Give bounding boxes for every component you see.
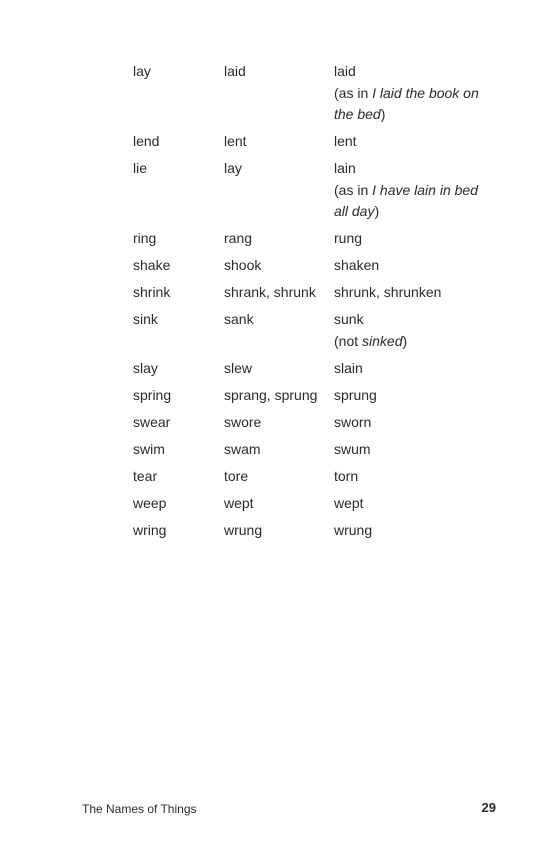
- present-tense: lay: [133, 63, 151, 79]
- past-participle: sunk: [334, 311, 364, 327]
- usage-note-example: sinked: [362, 332, 403, 349]
- verb-row: [133, 309, 503, 352]
- usage-note-prefix: (as in: [334, 181, 373, 198]
- present-tense: swim: [133, 440, 165, 457]
- past-participle: torn: [334, 467, 359, 484]
- verb-row: [133, 358, 503, 380]
- past-tense: lent: [224, 133, 247, 149]
- usage-note-prefix: (not: [334, 332, 363, 349]
- past-tense: shrank, shrunk: [224, 284, 316, 300]
- present-tense: spring: [133, 386, 172, 403]
- past-participle: swum: [334, 440, 371, 457]
- verb-row: [133, 131, 503, 153]
- present-tense: tear: [133, 467, 158, 484]
- present-tense: slay: [133, 359, 158, 376]
- past-participle: lain: [334, 160, 356, 176]
- past-tense: tore: [224, 467, 249, 484]
- verb-row: [133, 493, 503, 515]
- verb-row: [133, 466, 503, 488]
- usage-note-example: I have lain in bed all day: [334, 181, 478, 219]
- present-tense: sink: [133, 311, 158, 327]
- verb-row: [133, 439, 503, 461]
- past-tense: wept: [224, 494, 254, 511]
- usage-note-prefix: (as in: [334, 84, 373, 101]
- verb-table: [133, 61, 503, 547]
- past-participle-cell: [334, 158, 494, 223]
- usage-note-example: I laid the book on the bed: [334, 84, 479, 122]
- verb-row: [133, 158, 503, 223]
- past-tense: sank: [224, 311, 254, 327]
- verb-row: [133, 520, 503, 542]
- past-participle-cell: [334, 61, 494, 126]
- verb-row: [133, 282, 503, 304]
- past-tense: laid: [224, 63, 246, 79]
- past-participle: rung: [334, 230, 363, 246]
- present-tense: weep: [133, 494, 167, 511]
- usage-note: [334, 331, 494, 353]
- verb-row: [133, 385, 503, 407]
- verb-row: [133, 228, 503, 250]
- usage-note: [334, 180, 494, 223]
- verb-row: [133, 255, 503, 277]
- past-participle: shaken: [334, 257, 380, 273]
- past-participle: shrunk, shrunken: [334, 284, 442, 300]
- past-tense: swore: [224, 413, 262, 430]
- past-participle-cell: [334, 309, 494, 352]
- present-tense: wring: [133, 521, 167, 538]
- past-participle: sprung: [334, 386, 377, 403]
- verb-row: [133, 61, 503, 126]
- past-participle: laid: [334, 63, 356, 79]
- present-tense: shake: [133, 257, 171, 273]
- past-participle: lent: [334, 133, 357, 149]
- present-tense: lie: [133, 160, 148, 176]
- past-tense: rang: [224, 230, 253, 246]
- running-footer-title: The Names of Things: [82, 802, 197, 816]
- past-participle: wrung: [334, 521, 373, 538]
- past-participle: slain: [334, 359, 363, 376]
- past-participle: sworn: [334, 413, 372, 430]
- page-number: 29: [481, 800, 496, 815]
- past-tense: lay: [224, 160, 242, 176]
- past-tense: sprang, sprung: [224, 386, 318, 403]
- past-participle: wept: [334, 494, 364, 511]
- usage-note-suffix: ): [380, 106, 386, 122]
- past-tense: shook: [224, 257, 262, 273]
- present-tense: swear: [133, 413, 171, 430]
- usage-note: [334, 83, 494, 126]
- past-tense: wrung: [224, 521, 263, 538]
- verb-row: [133, 412, 503, 434]
- present-tense: lend: [133, 133, 160, 149]
- present-tense: ring: [133, 230, 157, 246]
- usage-note-suffix: ): [374, 203, 380, 219]
- past-tense: slew: [224, 359, 253, 376]
- present-tense: shrink: [133, 284, 171, 300]
- past-tense: swam: [224, 440, 261, 457]
- usage-note-suffix: ): [402, 332, 408, 349]
